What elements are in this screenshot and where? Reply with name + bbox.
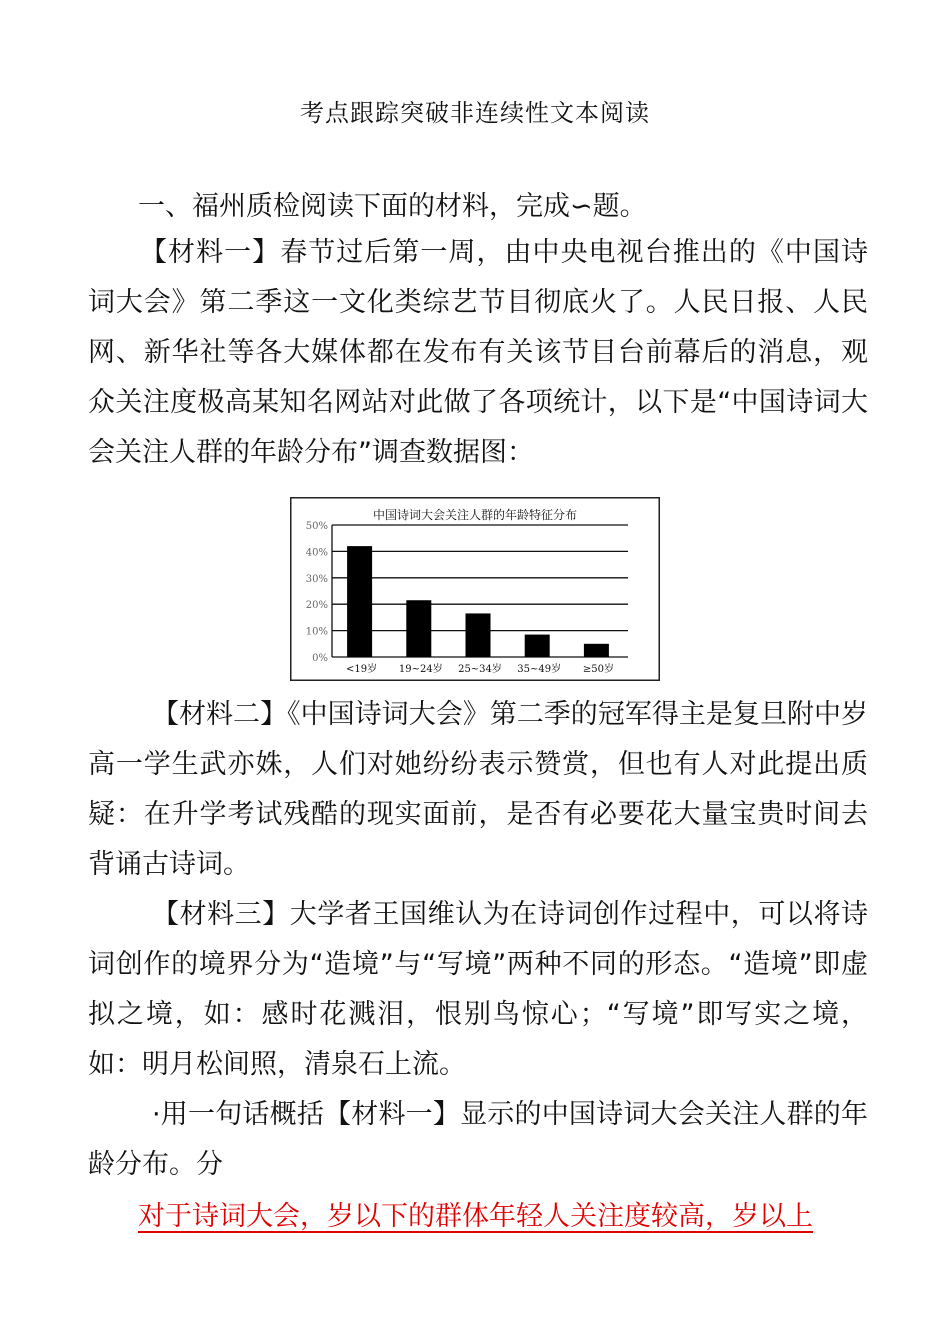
intro-instruction: 一、福州质检阅读下面的材料，完成∽题。	[138, 191, 647, 222]
y-tick-label: 10%	[305, 626, 328, 638]
bar	[584, 644, 609, 657]
material-three: 【材料三】大学者王国维认为在诗词创作过程中，可以将诗词创作的境界分为“造境”与“写境”两种不同的形态。“造境”即虚拟之境，如：感时花溅泪，恨别鸟惊心；“写境”即写实之境，如：明月松间照，清泉石上流。	[88, 899, 868, 1080]
y-tick-label: 30%	[305, 573, 328, 585]
age-distribution-chart	[290, 497, 660, 681]
page-title: 考点跟踪突破非连续性文本阅读	[300, 99, 650, 127]
material-one: 【材料一】春节过后第一周，由中央电视台推出的《中国诗词大会》第二季这一文化类综艺节目彻底火了。人民日报、人民网、新华社等各大媒体都在发布有关该节目台前幕后的消息，观众关注度极高某知名网站对此做了各项统计，以下是“中国诗词大会关注人群的年龄分布”调查数据图：	[88, 237, 868, 468]
y-tick-label: 20%	[305, 600, 328, 612]
chart-svg	[290, 497, 660, 681]
chart-title: 中国诗词大会关注人群的年龄特征分布	[372, 508, 578, 522]
bar	[347, 546, 372, 657]
answer-text: 对于诗词大会，岁以下的群体年轻人关注度较高，岁以上	[138, 1201, 813, 1232]
material-two: 【材料二】《中国诗词大会》第二季的冠军得主是复旦附中岁高一学生武亦姝，人们对她纷纷表示赞赏，但也有人对此提出质疑：在升学考试残酷的现实面前，是否有必要花大量宝贵时间去背诵古诗词。	[88, 699, 868, 880]
x-tick-label: 35~49岁	[517, 664, 562, 675]
y-tick-label: 40%	[305, 547, 328, 559]
bar	[466, 613, 491, 657]
x-tick-label: ≥50岁	[582, 664, 614, 675]
x-tick-label: <19岁	[346, 664, 378, 675]
x-tick-label: 19~24岁	[398, 664, 443, 675]
y-tick-label: 0%	[312, 653, 328, 664]
bar	[525, 635, 550, 657]
question: ·用一句话概括【材料一】显示的中国诗词大会关注人群的年龄分布。分	[88, 1099, 868, 1180]
bar	[406, 600, 431, 657]
y-tick-label: 50%	[305, 521, 328, 532]
x-tick-label: 25~34岁	[458, 664, 502, 675]
